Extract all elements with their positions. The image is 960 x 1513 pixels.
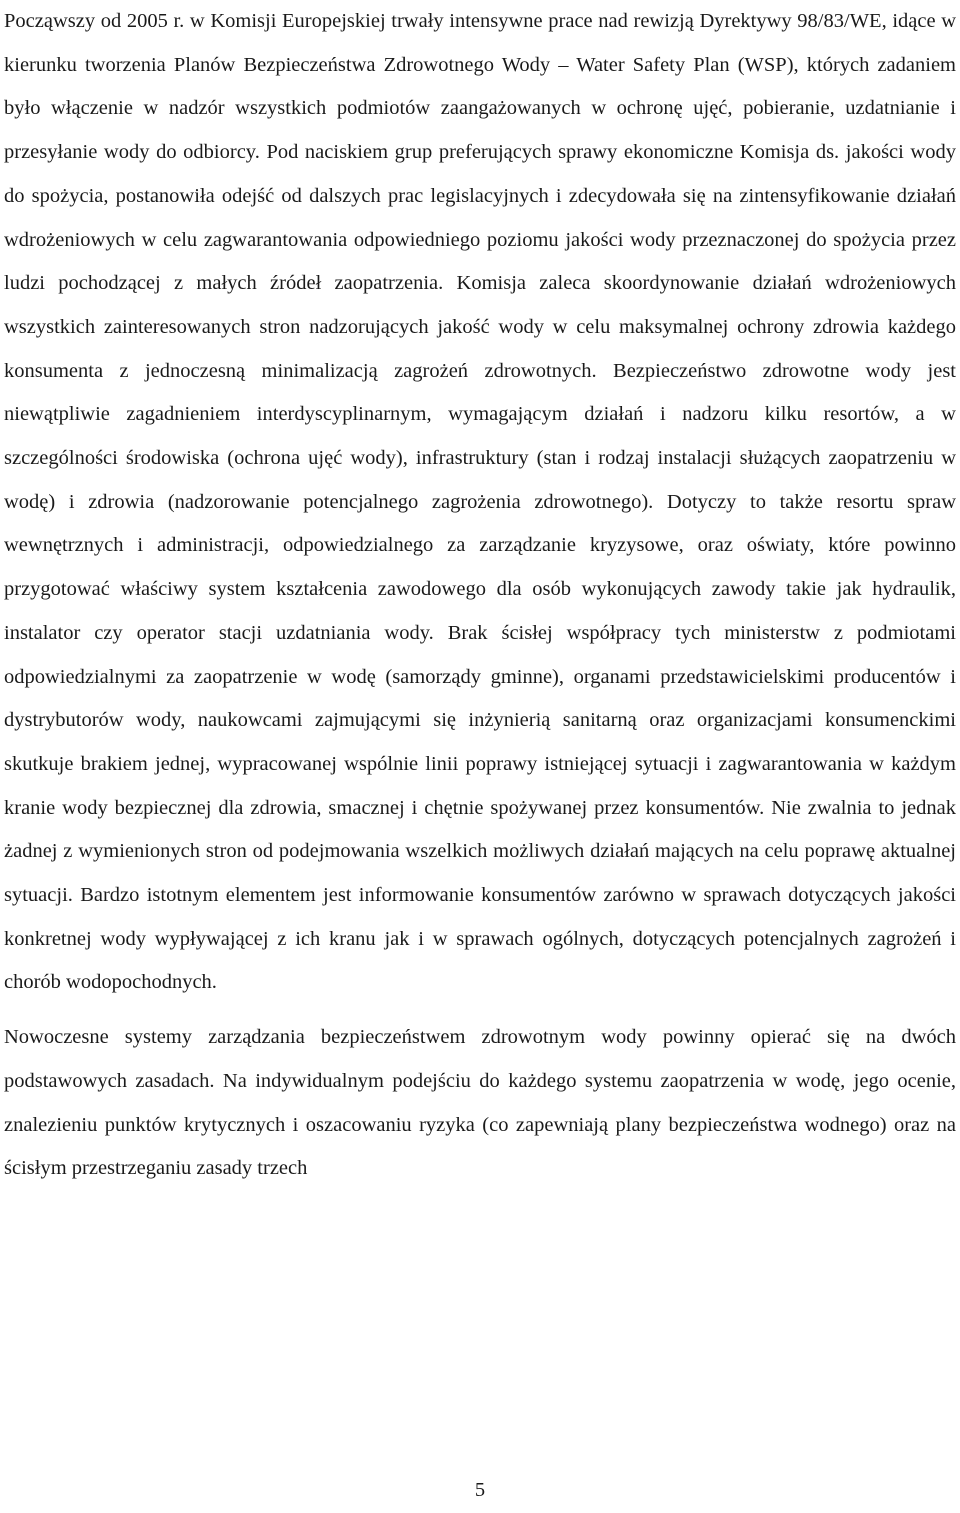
document-page bbox=[4, 0, 956, 1191]
body-paragraph-1: Począwszy od 2005 r. w Komisji Europejskiej trwały intensywne prace nad rewizją Dyrektywy 98/83/WE, idące w kierunku tworzenia Planów Bezpieczeństwa Zdrowotnego Wody – Water Safety Plan (WSP), których zadaniem było włączenie w nadzór wszystkich podmiotów zaangażowanych w ochronę ujęć, pobieranie, uzdatnianie i przesyłanie wody do odbiorcy. Pod naciskiem grup preferujących sprawy ekonomiczne Komisja ds. jakości wody do spożycia, postanowiła odejść od dalszych prac legislacyjnych i zdecydowała się na zintensyfikowanie działań wdrożeniowych w celu zagwarantowania odpowiedniego poziomu jakości wody przeznaczonej do spożycia przez ludzi pochodzącej z małych źródeł zaopatrzenia. Komisja zaleca skoordynowanie działań wdrożeniowych wszystkich zainteresowanych stron nadzorujących jakość wody w celu maksymalnej ochrony zdrowia każdego konsumenta z jednoczesną minimalizacją zagrożeń zdrowotnych. Bezpieczeństwo zdrowotne wody jest niewątpliwie zagadnieniem interdyscyplinarnym, wymagającym działań i nadzoru kilku resortów, a w szczególności środowiska (ochrona ujęć wody), infrastruktury (stan i rodzaj instalacji służących zaopatrzeniu w wodę) i zdrowia (nadzorowanie potencjalnego zagrożenia zdrowotnego). Dotyczy to także resortu spraw wewnętrznych i administracji, odpowiedzialnego za zarządzanie kryzysowe, oraz oświaty, które powinno przygotować właściwy system kształcenia zawodowego dla osób wykonujących zawody takie jak hydraulik, instalator czy operator stacji uzdatniania wody. Brak ścisłej współpracy tych ministerstw z podmiotami odpowiedzialnymi za zaopatrzenie w wodę (samorządy gminne), organami przedstawicielskimi producentów i dystrybutorów wody, naukowcami zajmującymi się inżynierią sanitarną oraz organizacjami konsumenckimi skutkuje brakiem jednej, wypracowanej wspólnie linii poprawy istniejącej sytuacji i zagwarantowania w każdym kranie wody bezpiecznej dla zdrowia, smacznej i chętnie spożywanej przez konsumentów. Nie zwalnia to jednak żadnej z wymienionych stron od podejmowania wszelkich możliwych działań mających na celu poprawę aktualnej sytuacji. Bardzo istotnym elementem jest informowanie konsumentów zarówno w sprawach dotyczących jakości konkretnej wody wypływającej z ich kranu jak i w sprawach ogólnych, dotyczących potencjalnych zagrożeń i chorób wodopochodnych. bbox=[4, 10, 956, 994]
page-number: 5 bbox=[474, 1479, 486, 1501]
body-paragraph-2: Nowoczesne systemy zarządzania bezpieczeństwem zdrowotnym wody powinny opierać się na dwóch podstawowych zasadach. Na indywidualnym podejściu do każdego systemu zaopatrzenia w wodę, jego ocenie, znalezieniu punktów krytycznych i oszacowaniu ryzyka (co zapewniają plany bezpieczeństwa wodnego) oraz na ścisłym przestrzeganiu zasady trzech bbox=[4, 1026, 956, 1180]
